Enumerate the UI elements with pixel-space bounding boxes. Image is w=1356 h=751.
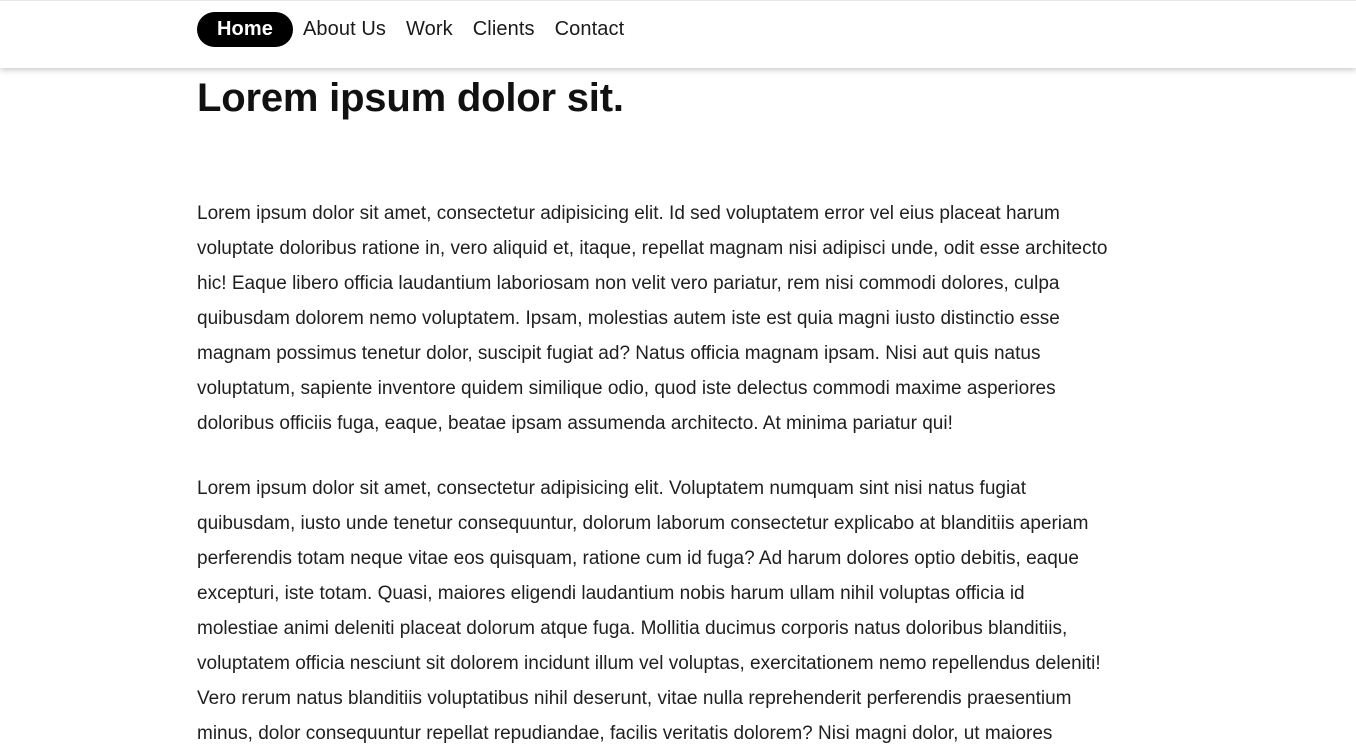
nav-item-home[interactable]: Home	[197, 12, 293, 47]
body-paragraph-2: Lorem ipsum dolor sit amet, consectetur adipisicing elit. Voluptatem numquam sint nisi natus fugiat quibusdam, iusto unde tenetur consequuntur, dolorum laborum consectetur explicabo at blanditiis aperiam perferendis totam neque vitae eos quisquam, ratione cum id fuga? Ad harum dolores optio debitis, eaque excepturi, iste totam. Quasi, maiores eligendi laudantium nobis harum ullam nihil voluptas officia id molestiae animi deleniti placeat dolorum atque fuga. Mollitia ducimus corporis natus doloribus blanditiis, voluptatem officia nesciunt sit dolorem incidunt illum vel voluptas, exercitationem nemo repellendus deleniti! Vero rerum natus blanditiis voluptatibus nihil deserunt, vitae nulla reprehenderit perferendis praesentium minus, dolor consequuntur repellat repudiandae, facilis veritatis dolorem? Nisi magni dolor, ut maiores	[197, 478, 1101, 744]
body-paragraph-1: Lorem ipsum dolor sit amet, consectetur adipisicing elit. Id sed voluptatem error vel eius placeat harum voluptate doloribus ratione in, vero aliquid et, itaque, repellat magnam nisi adipisci unde, odit esse architecto hic! Eaque libero officia laudantium laboriosam non velit vero pariatur, rem nisi commodi dolores, culpa quibusdam dolorem nemo voluptatem. Ipsam, molestias autem iste est quia magni iusto distinctio esse magnam possimus tenetur dolor, suscipit fugiat ad? Natus officia magnam ipsam. Nisi aut quis natus voluptatum, sapiente inventore quidem similique odio, quod iste delectus commodi maxime asperiores doloribus officiis fuga, eaque, beatae ipsam assumenda architecto. At minima pariatur qui!	[197, 203, 1108, 434]
main-content	[197, 67, 1162, 751]
nav-item-contact[interactable]: Contact	[554, 18, 625, 40]
nav-item-clients[interactable]: Clients	[472, 18, 535, 40]
page-title: Lorem ipsum dolor sit.	[197, 76, 624, 120]
nav-item-about-us[interactable]: About Us	[302, 18, 387, 40]
nav-item-work[interactable]: Work	[406, 18, 453, 40]
nav-menu	[197, 12, 634, 47]
top-navbar	[0, 0, 1356, 68]
